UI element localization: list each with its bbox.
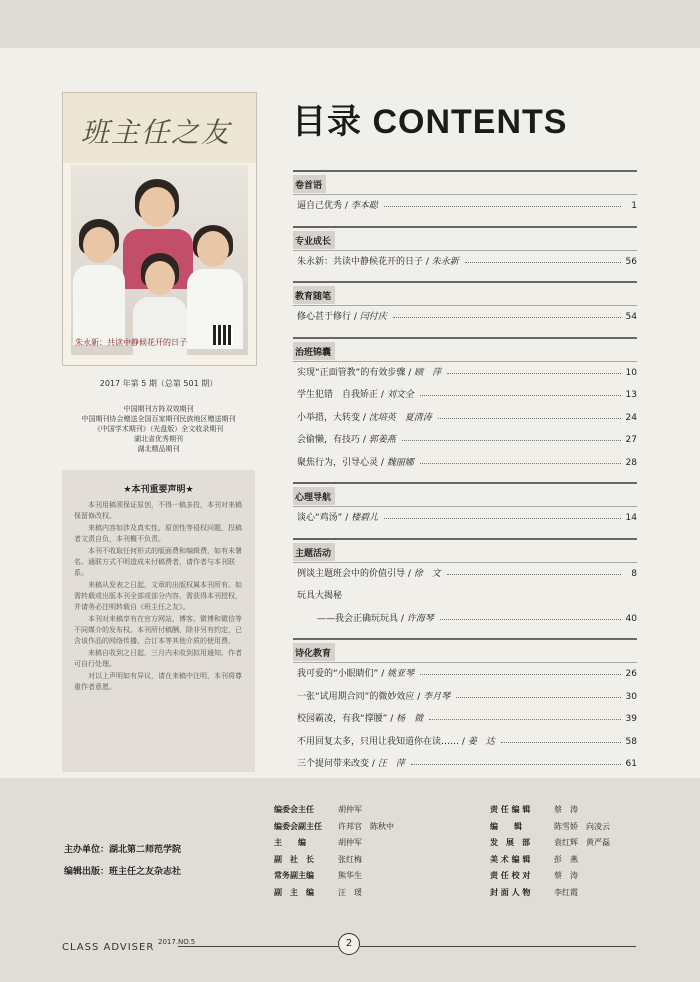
entry-title: ——我会正确玩玩具 / 许海琴 <box>317 613 434 624</box>
toc-entry <box>293 507 637 530</box>
entry-title: 学生犯错 自我矫正 / 刘文全 <box>297 390 414 400</box>
leader-dots <box>384 206 621 207</box>
leader-dots <box>411 764 621 765</box>
cover-issue-caption: 2017 年第 5 期（总第 501 期） <box>99 379 218 388</box>
staff-row <box>490 804 578 815</box>
brand-name: CLASS ADVISER <box>62 942 155 953</box>
entry-author: 杨 微 <box>396 714 424 724</box>
entry-author: 徐 文 <box>413 568 441 579</box>
footer-rule <box>360 946 636 947</box>
toc-entry <box>293 731 637 754</box>
entry-page: 30 <box>625 691 637 702</box>
toc-entry <box>293 585 637 608</box>
staff-names: 袁红辉 黄严磊 <box>554 838 610 847</box>
toc-entry <box>293 306 637 329</box>
toc-entry <box>293 407 637 430</box>
leader-dots <box>456 697 621 698</box>
toc-entry <box>293 251 637 274</box>
section-label: 诗化教育 <box>293 643 335 661</box>
entry-page: 26 <box>625 669 637 679</box>
entry-author: 姚亚琴 <box>387 669 415 679</box>
entry-page: 10 <box>625 367 637 378</box>
cover-caption-line: 朱永新：共读中静候花开的日子 <box>75 338 187 347</box>
section-label: 治班锦囊 <box>293 342 335 360</box>
section-rule <box>293 638 637 640</box>
entry-author: 朱永新 <box>431 256 459 267</box>
staff-role: 副 主 编 <box>274 887 314 897</box>
entry-title: 例谈主题班会中的价值引导 / 徐 文 <box>297 568 441 579</box>
honor-line: 中国期刊方阵双效期刊 <box>123 405 194 413</box>
staff-row <box>490 870 578 881</box>
important-notice <box>62 470 255 772</box>
staff-row <box>274 870 362 881</box>
toc-section <box>293 226 637 274</box>
leader-dots <box>420 674 621 675</box>
leader-dots <box>429 719 621 720</box>
section-rule <box>293 170 637 172</box>
entry-author: 魏丽娜 <box>386 457 414 468</box>
notice-paragraph: 本刊对来稿享有在官方网站、博客、微博和微信等不同媒介的发布权。本刊所付稿酬，除非另有约定，已含该作品的网络传播、合订本等其他介质的使用费。 <box>74 615 242 645</box>
toc-entry <box>293 195 637 218</box>
top-band <box>0 0 700 48</box>
notice-title: ★本刊重要声明★ <box>123 485 194 495</box>
entry-title: 会偷懒，有技巧 / 郭姜燕 <box>297 435 396 445</box>
leader-dots <box>420 463 621 464</box>
staff-role: 责 任 校 对 <box>490 871 531 880</box>
staff-role: 编 辑 <box>490 821 522 831</box>
staff-role: 主 编 <box>274 838 306 847</box>
page-title: 目录 CONTENTS <box>292 103 568 141</box>
section-label: 专业成长 <box>293 231 335 249</box>
section-rule <box>293 337 637 339</box>
toc-entry <box>293 384 637 407</box>
toc-entry <box>293 708 637 731</box>
toc-entry <box>293 563 637 586</box>
leader-dots <box>438 418 621 419</box>
entry-title: 一张“试用期合同”的微妙效应 / 李月琴 <box>297 691 451 702</box>
publisher-line: 编辑出版：班主任之友杂志社 <box>64 867 182 877</box>
entry-author: 许海琴 <box>406 613 434 624</box>
entry-page: 58 <box>625 736 637 747</box>
toc-entry <box>293 452 637 475</box>
footer-rule <box>178 946 338 947</box>
staff-role: 发 展 部 <box>490 838 530 847</box>
entry-author: 李月琴 <box>423 691 451 702</box>
staff-row <box>490 887 578 898</box>
entry-title: 谈心“鸡汤” / 楼碧儿 <box>297 513 379 523</box>
section-label: 心理导航 <box>293 487 335 505</box>
toc-entry <box>293 362 637 385</box>
staff-role: 编委会副主任 <box>274 821 322 831</box>
staff-role: 常务副主编 <box>274 871 314 880</box>
leader-dots <box>447 574 621 575</box>
entry-page: 13 <box>625 390 637 400</box>
toc-entry <box>293 686 637 709</box>
entry-author: 李本聪 <box>350 201 378 211</box>
toc-section <box>293 482 637 530</box>
staff-row <box>274 887 362 898</box>
leader-dots <box>440 619 621 620</box>
entry-page: 14 <box>625 513 637 523</box>
leader-dots <box>501 742 621 743</box>
toc-entry <box>293 608 637 631</box>
sponsor-line: 主办单位：湖北第二师范学院 <box>64 845 182 855</box>
staff-names: 李红霞 <box>554 887 578 897</box>
entry-title: 逼自己优秀 / 李本聪 <box>297 201 378 211</box>
notice-paragraph: 对以上声明如有异议，请在来稿中注明，本刊将尊重作者意愿。 <box>74 672 242 691</box>
entry-title: 聚焦行为，引导心灵 / 魏丽娜 <box>297 457 414 468</box>
leader-dots <box>465 262 621 263</box>
notice-paragraph: 来稿从发表之日起，文章的出版权属本刊所有。如需转载或出版本刊全部或部分内容，需获得本刊授权，并请务必注明转载自《班主任之友》。 <box>74 581 242 611</box>
staff-names: 蔡 涛 <box>554 871 578 880</box>
entry-page: 40 <box>625 613 637 624</box>
entry-title: 实现“正面管教”的有效步骤 / 顾 萍 <box>297 367 442 378</box>
toc-section <box>293 281 637 329</box>
honor-line: 《中国学术期刊》（光盘版）全文收录期刊 <box>93 425 224 433</box>
entry-title: 三个提问带来改变 / 汪 萍 <box>297 759 405 769</box>
toc-entry <box>293 753 637 776</box>
section-label: 卷首语 <box>293 175 326 193</box>
toc-section <box>293 538 637 631</box>
qr-code-icon <box>213 325 233 345</box>
staff-role: 美 术 编 辑 <box>490 854 531 864</box>
staff-names: 许邦官 陈秋中 <box>338 821 394 831</box>
entry-title: 玩具大揭秘 <box>297 591 343 601</box>
staff-role: 编委会主任 <box>274 805 314 814</box>
section-label: 主题活动 <box>293 543 335 561</box>
staff-role: 责 任 编 辑 <box>490 805 531 814</box>
entry-title: 朱永新：共读中静候花开的日子 / 朱永新 <box>297 256 459 267</box>
honor-line: 湖北省优秀期刊 <box>134 435 183 443</box>
staff-row <box>274 854 362 865</box>
staff-row <box>274 837 362 848</box>
staff-names: 胡仲军 <box>338 838 362 847</box>
entry-author: 刘文全 <box>386 390 414 400</box>
honor-line: 中国期刊协会赠送全国百家期刊民族地区赠送期刊 <box>81 415 236 423</box>
leader-dots <box>384 518 621 519</box>
staff-names: 熊华生 <box>338 871 362 880</box>
cover-masthead-logo: 班主任之友 <box>81 116 232 149</box>
staff-names: 蔡 涛 <box>554 805 578 814</box>
staff-row <box>490 854 578 865</box>
staff-names: 胡仲军 <box>338 805 362 814</box>
notice-paragraph: 本刊不收取任何形式的版面费和编辑费，如有未署名、通联方式不明造成未付稿费者，请作者与本刊联系。 <box>74 547 242 577</box>
entry-page: 39 <box>625 714 637 724</box>
entry-page: 61 <box>625 759 637 769</box>
entry-page: 24 <box>625 412 637 423</box>
table-of-contents <box>293 170 637 776</box>
notice-paragraph: 来稿自收到之日起，三月内未收到拟用通知，作者可自行处理。 <box>74 649 242 668</box>
staff-role: 副 社 长 <box>274 854 314 864</box>
leader-dots <box>420 395 621 396</box>
issue-number: 2017.NO.5 <box>158 938 196 946</box>
entry-page: 8 <box>631 568 637 579</box>
section-rule <box>293 281 637 283</box>
staff-row <box>490 821 610 832</box>
toc-section <box>293 170 637 218</box>
leader-dots <box>447 373 621 374</box>
leader-dots <box>393 317 621 318</box>
entry-title: 不用回复太多，只用让我知道你在读…… / 姜 达 <box>297 736 495 747</box>
entry-author: 姜 达 <box>467 736 495 747</box>
entry-author: 顾 萍 <box>414 367 442 378</box>
notice-paragraph: 本刊用稿须保证原创，不得一稿多投，本刊对来稿保留修改权。 <box>74 501 242 520</box>
entry-page: 56 <box>625 256 637 267</box>
entry-author: 郭姜燕 <box>368 435 396 445</box>
toc-entry <box>293 663 637 686</box>
toc-entry <box>293 429 637 452</box>
entry-title: 小举措，大转变 / 沈培英 夏清涛 <box>297 412 432 423</box>
honor-line: 湖北精品期刊 <box>137 445 180 453</box>
staff-row <box>274 821 394 832</box>
staff-names: 彭 燕 <box>554 854 578 864</box>
entry-title: 修心甚于修行 / 闫付庆 <box>297 312 387 322</box>
section-rule <box>293 538 637 540</box>
publication-honors <box>62 404 255 454</box>
entry-title: 校园霸凌，有我“撑腰” / 杨 微 <box>297 714 424 724</box>
entry-page: 28 <box>625 457 637 468</box>
notice-body <box>74 500 244 694</box>
toc-section <box>293 337 637 475</box>
staff-names: 汪 瑗 <box>338 887 362 897</box>
section-rule <box>293 226 637 228</box>
entry-author: 楼碧儿 <box>351 513 379 523</box>
entry-author: 汪 萍 <box>377 759 405 769</box>
entry-author: 沈培英 夏清涛 <box>368 412 432 423</box>
staff-row <box>274 804 362 815</box>
staff-names: 陈雪娇 向凌云 <box>554 821 610 831</box>
toc-section <box>293 638 637 776</box>
staff-names: 张红梅 <box>338 854 362 864</box>
leader-dots <box>402 440 621 441</box>
entry-author: 闫付庆 <box>359 312 387 322</box>
page-number: 2 <box>338 933 360 955</box>
cover-image <box>62 92 257 366</box>
entry-page: 1 <box>631 201 637 211</box>
entry-page: 54 <box>625 312 637 322</box>
section-label: 教育随笔 <box>293 286 335 304</box>
section-rule <box>293 482 637 484</box>
entry-title: 我可爱的“小眼睛们” / 姚亚琴 <box>297 669 415 679</box>
staff-role: 封 面 人 物 <box>490 887 531 897</box>
entry-page: 27 <box>625 435 637 445</box>
staff-row <box>490 837 610 848</box>
notice-paragraph: 来稿内容如涉及真实性、原创性等侵权问题，投稿者文责自负，本刊概不负责。 <box>74 524 242 543</box>
